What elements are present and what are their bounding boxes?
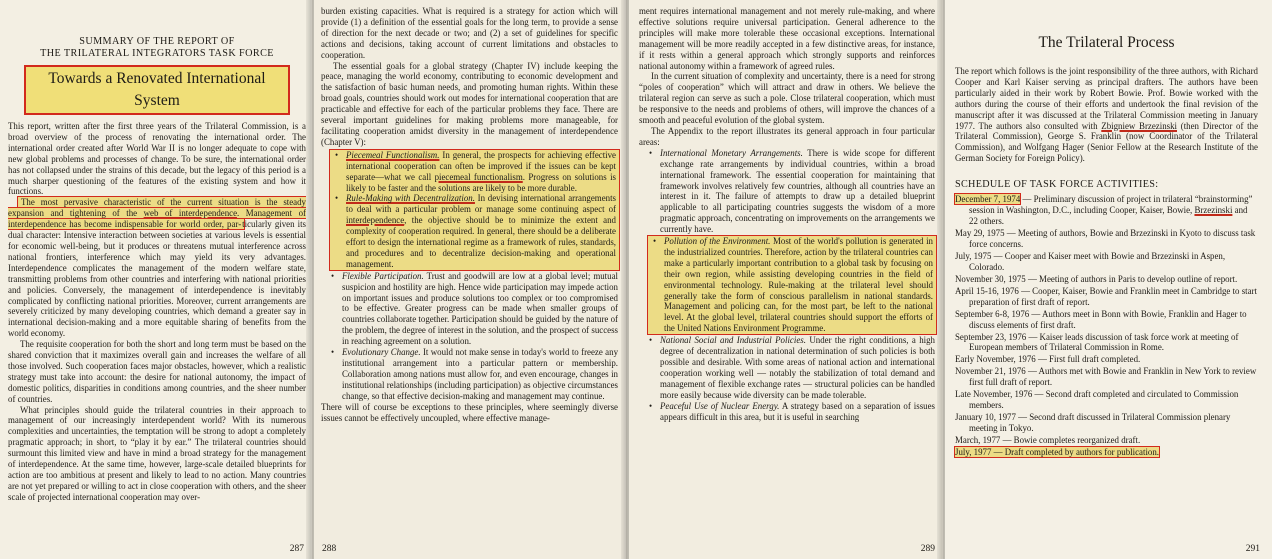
schedule-item: September 23, 1976 — Kaiser leads discussion of task force work at meeting of European members of Trilateral Commission in Rome. — [955, 331, 1239, 353]
page-number: 291 — [1245, 544, 1260, 555]
schedule-item — [955, 194, 1258, 227]
paragraph: ment requires international management and not merely rule-making, and where effective solutions require universal participation. General adherence to the principles will make more tolerable these occasional exceptions. International management will be more readily accepted in a few distinctive areas, for instance, if it rests within a general approach which strongly supports and reinforces national autonomy within a framework of agreed rules. — [639, 6, 935, 71]
text: The most pervasive characteristic of the current situation is the steady expansion and tightening of the — [8, 197, 306, 219]
list-item — [342, 347, 618, 402]
text: There is wide scope for different exchange rate arrangements by individual countries, within a broad international framework. The essential cooperation for maintaining that framework involves relatively few countries, although all countries have an interest in it. The failure of attempts to draw up a detailed blueprint applicable to all participating countries suggests the wisdom of a more pragmatic approach, concentrating on improvements on the arrangements we currently have. — [660, 147, 936, 235]
kicker-line-1: SUMMARY OF THE REPORT OF — [79, 36, 235, 47]
paragraph: The essential goals for a global strategy (Chapter IV) include keeping the peace, managing the world economy, contributing to economic development and the satisfaction of basic human needs, and promoting human rights. Within these broad goals, countries should work out modes for international cooperation that are practicable and effective for each of the particular problems they face. There are several important guidelines for making problems more manageable, for facilitating cooperation amidst diversity in the management of interdependence (Chapter V): — [321, 60, 618, 147]
schedule-item: April 15-16, 1976 — Cooper, Kaiser, Bowie and Franklin meet in Cambridge to start preparation of first draft of report. — [955, 285, 1257, 307]
highlighted-pollution — [647, 235, 937, 335]
bullet-title: National Social and Industrial Policies. — [660, 335, 806, 346]
bullet-title: Evolutionary Change. — [342, 347, 421, 358]
text: It would not make sense in today's world to freeze any institutional arrangement into a particular pattern or membership. Collaboration among nations must allow for, and even encourage, changes in institutional relationships (including participation) as objective circumstances change, so that effective decision-making and management may continue. — [342, 347, 619, 401]
page-289 — [629, 0, 943, 559]
schedule-item: November 30, 1975 — Meeting of authors in Paris to develop outline of report. — [955, 273, 1238, 284]
kicker-line-2: THE TRILATERAL INTEGRATORS TASK FORCE — [40, 48, 274, 59]
schedule-list — [955, 194, 1258, 458]
report-title: Towards a Renovated International System — [24, 65, 290, 115]
underlined-phrase: interdependence — [346, 215, 405, 226]
paragraph: The Appendix to the report illustrates its general approach in four particular areas: — [639, 125, 935, 147]
text: In devising international arrangements to deal with a particular problem or manage some continuing aspect of — [346, 193, 616, 215]
page-number: 289 — [920, 544, 935, 555]
list-item — [660, 401, 935, 423]
paragraph-highlighted — [8, 197, 306, 339]
paragraph: burden existing capacities. What is required is a strategy for action which will provide (1) a definition of the essential goals for the long term, to provide a sense of direction for the next decade or two; and (2) a set of guidelines for specific actions and decisions, taking account of current limitations and obstacles to cooperation. — [321, 6, 618, 60]
list-item — [346, 150, 616, 194]
bullet-title: International Monetary Arrangements. — [660, 147, 803, 158]
schedule-item: March, 1977 — Bowie completes reorganized draft. — [955, 435, 1141, 446]
page-288 — [314, 0, 626, 559]
text: and 22 others. — [969, 204, 1248, 226]
text: , the objective should be to minimize the extent and complexity of cooperation required. In general, there should be a deliberate effort to design the international regime as a framework of rules, standards, and procedures and to decentralize decision-making and operational management. — [346, 215, 616, 269]
text: The report which follows is the joint responsibility of the three authors, with Richard Cooper and Karl Kaiser serving as principal drafters. The authors have been particularly aided in their work by Robert Bowie. Prof. Bowie worked with the authors during the course of their efforts and undertook the final revision of the manuscript after it was discussed at the Trilateral Commission meeting in January 1977. The authors also consulted with — [955, 66, 1258, 131]
list-item — [342, 271, 618, 347]
section-heading: The Trilateral Process — [1038, 34, 1175, 51]
text: (then Director of the Trilateral Commission), George S. Franklin (now Coordinator of the Trilateral Commission), and Wolfgang Hager (Senior Fellow at the Research Institute of the German Society for Foreign Policy). — [955, 120, 1259, 164]
schedule-item: Early November, 1976 — First full draft completed. — [955, 354, 1141, 365]
boxed-date: December 7, 1974 — [955, 194, 1021, 205]
bullet-title: Flexible Participation. — [342, 270, 424, 281]
page-287 — [0, 0, 312, 559]
page-number: 288 — [322, 544, 337, 555]
boxed-entry: July, 1977 — Draft completed by authors for publication. — [955, 447, 1159, 458]
text: ticularly given its dual character: Intensive interaction between societies at various levels is essential for economic well-being, but it produces or threatens mutual interference across national frontiers, interference which may yield its very advantages. Interdependence complicates the management of the modern welfare state, transmitting problems from other countries and interfering with national priorities and policies. Conversely, the management of interdependence is inevitably complicated by conflicting national priorities. Moreover, current arrangements are severely criticized by many developing countries, which demand a greater say in international decision-making and a more equitable sharing of benefits from the world economy. — [8, 219, 306, 339]
text: Trust and goodwill are low at a global level; mutual suspicion and hostility are high. Hence wide participation may impede action on important issues and produce solutions too complex or too compromised to be effective. Greater progress can be made when smaller groups of countries collaborate together. Participation should be guided by the nature of the problem, the degree of interest in the solution, and the prospect of success in reaching agreement on a solution. — [342, 270, 618, 347]
text: . Management of interdependence has become indispensable for world order, par- — [8, 208, 306, 230]
report-kicker — [8, 36, 306, 60]
text: A strategy based on a separation of issues appears difficult in this area, but it is useful in searching — [660, 400, 935, 422]
bullet-title: Pollution of the Environment. — [664, 236, 771, 247]
list-item — [346, 193, 616, 269]
text: . Progress on solutions is likely to be faster and the solutions are likely to be more durable. — [346, 171, 616, 193]
schedule-item: July, 1975 — Cooper and Kaiser meet with Bowie and Brzezinski in Aspen, Colorado. — [955, 250, 1226, 272]
bullet-title: Peaceful Use of Nuclear Energy. — [660, 400, 780, 411]
paragraph — [955, 66, 1258, 164]
bullet-title: Piecemeal Functionalism. — [346, 149, 440, 160]
paragraph: The requisite cooperation for both the short and long term must be based on the shared conviction that it maximizes overall gain and increases the welfare of all those involved. Such cooperation faces major obstacles, however, which a realistic strategy must take into account: the desire for national autonomy, the impact of domestic politics, disparities in conditions among countries, and the sheer number of countries. — [8, 339, 306, 404]
page-number: 287 — [289, 544, 304, 555]
highlighted-guidelines — [329, 149, 620, 271]
paragraph: This report, written after the first three years of the Trilateral Commission, is a broad overview of the process of renovating the international order. The international order created after World War II is no longer adequate to cope with new global problems and processes of change. To be sure, the international order has not collapsed under the strains of this decade, but the legacy of this period is a much sharper questioning of the features of the existing system and how it functions. — [8, 121, 306, 197]
schedule-item: Late November, 1976 — Second draft completed and circulated to Commission members. — [955, 389, 1239, 411]
schedule-item — [955, 447, 1258, 458]
page-291 — [945, 0, 1272, 559]
paragraph: What principles should guide the trilateral countries in their approach to management of our increasingly interdependent world? With its numerous complexities and uncertainties, the temptation will be strong to adopt a completely pragmatic approach; in short, to “play it by ear.” The trilateral countries should surmount this limited view and have in mind a broad strategy for the management of interdependence. At the same time, however, large-scale detailed blueprints for action are too ambitious at present and likely to lead to no action. Many countries are not yet prepared or willing to act in close cooperation with others, and the sheer scale of projected international cooperation may over- — [8, 404, 306, 502]
schedule-item: May 29, 1975 — Meeting of authors, Bowie and Brzezinski in Kyoto to discuss task force concerns. — [955, 227, 1256, 249]
list-item — [664, 236, 933, 334]
schedule-item: January 10, 1977 — Second draft discussed in Trilateral Commission plenary meeting in Tokyo. — [955, 412, 1231, 434]
underlined-name: Zbigniew Brzezinski — [1101, 120, 1177, 131]
underlined-phrase: web of interdependence — [143, 208, 238, 219]
text: — Preliminary discussion of project in trilateral “brainstorming” session in Washington, D.C., including Cooper, Kaiser, Bowie, — [969, 194, 1253, 215]
underlined-name: Brzezinski — [1194, 204, 1233, 215]
text: Most of the world's pollution is generated in the industrialized countries. Therefore, action by the trilateral countries can make a particularly important contribution to a global task by focusing on their own region, while assisting developing countries in the field of environmental technology. Rule-making at the trilateral level should generally take the form of conscious parallelism in national standards. Management and policing can, for the most part, be left to the national level. At the global level, trilateral countries should support the efforts of the United Nations Environment Programme. — [664, 236, 933, 334]
schedule-item: September 6-8, 1976 — Authors meet in Bonn with Bowie, Franklin and Hager to discuss elements of first draft. — [955, 308, 1247, 330]
bullet-title: Rule-Making with Decentralization. — [346, 193, 475, 204]
schedule-heading: SCHEDULE OF TASK FORCE ACTIVITIES: — [955, 179, 1159, 191]
underlined-phrase: piecemeal functionalism — [434, 171, 523, 182]
schedule-item: November 21, 1976 — Authors met with Bowie and Franklin in New York to review first full draft of report. — [955, 366, 1257, 388]
list-item — [660, 335, 935, 400]
text: In general, the prospects for achieving effective international cooperation can often be improved if the issues can be kept separate—what we call — [346, 149, 617, 182]
text: Under the right conditions, a high degree of decentralization in national determination of such policies is both possible and desirable. With some areas of national action and international cooperation working well — notably the stabilization of total demand and management of flexible exchange rates — structural policies can be handled more easily because wide diversity can be made tolerable. — [660, 335, 935, 400]
paragraph: In the current situation of complexity and uncertainty, there is a need for strong “poles of cooperation” which will attract and draw in others. We believe the trilateral region can serve as such a pole. Close trilateral cooperation, which must be responsive to the needs and problems of others, will improve the chances of a smooth and peaceful evolution of the global system. — [639, 71, 935, 126]
paragraph: There will of course be exceptions to these principles, where seemingly diverse issues cannot be effectively uncoupled, where effective manage- — [321, 401, 618, 423]
list-item — [660, 148, 935, 235]
